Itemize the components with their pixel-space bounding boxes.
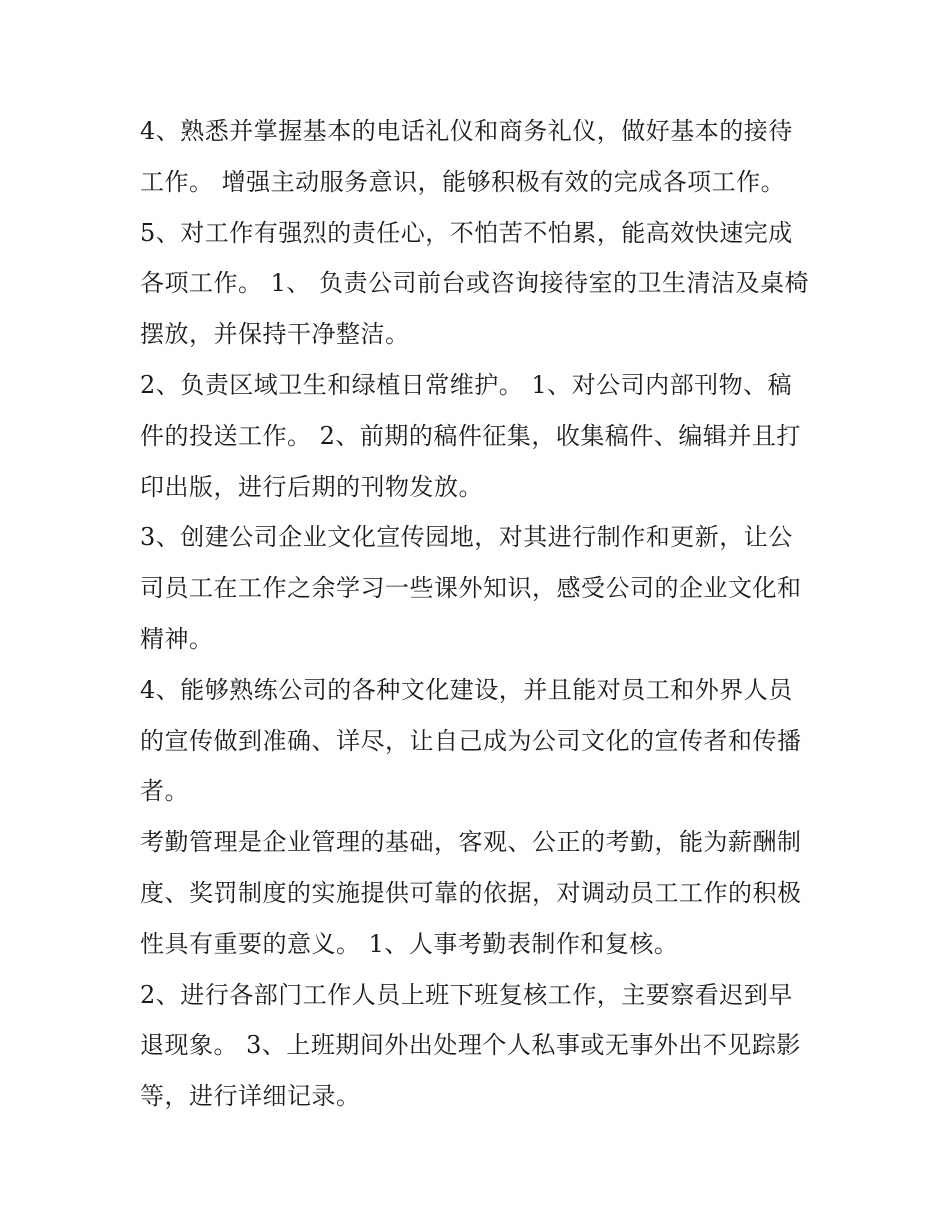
paragraph-culture-promotion: 4、能够熟练公司的各种文化建设，并且能对员工和外界人员的宣传做到准确、详尽，让自己成为公司文化的宣传者和传播者。 — [140, 675, 802, 806]
paragraph-reception-etiquette: 4、熟悉并掌握基本的电话礼仪和商务礼仪，做好基本的接待工作。 增强主动服务意识，能够积极有效的完成各项工作。 — [140, 117, 793, 196]
paragraph-culture-garden: 3、创建公司企业文化宣传园地，对其进行制作和更新，让公司员工在工作之余学习一些课外知识，感受公司的企业文化和精神。 — [140, 523, 802, 653]
document-body — [140, 106, 810, 1122]
paragraph-attendance-management: 考勤管理是企业管理的基础，客观、公正的考勤，能为薪酬制度、奖罚制度的实施提供可靠的依据，对调动员工工作的积极性具有重要的意义。 1、人事考勤表制作和复核。 — [140, 828, 802, 958]
paragraph-responsibility-cleaning: 5、对工作有强烈的责任心，不怕苦不怕累，能高效快速完成各项工作。 1、 负责公司前台或咨询接待室的卫生清洁及桌椅摆放，并保持干净整洁。 — [140, 218, 810, 349]
paragraph-attendance-review: 2、进行各部门工作人员上班下班复核工作，主要察看迟到早退现象。 3、上班期间外出处理个人私事或无事外出不见踪影等，进行详细记录。 — [140, 980, 801, 1111]
paragraph-hygiene-publications: 2、负责区域卫生和绿植日常维护。 1、对公司内部刊物、稿件的投送工作。 2、前期的稿件征集，收集稿件、编辑并且打印出版，进行后期的刊物发放。 — [140, 370, 801, 501]
